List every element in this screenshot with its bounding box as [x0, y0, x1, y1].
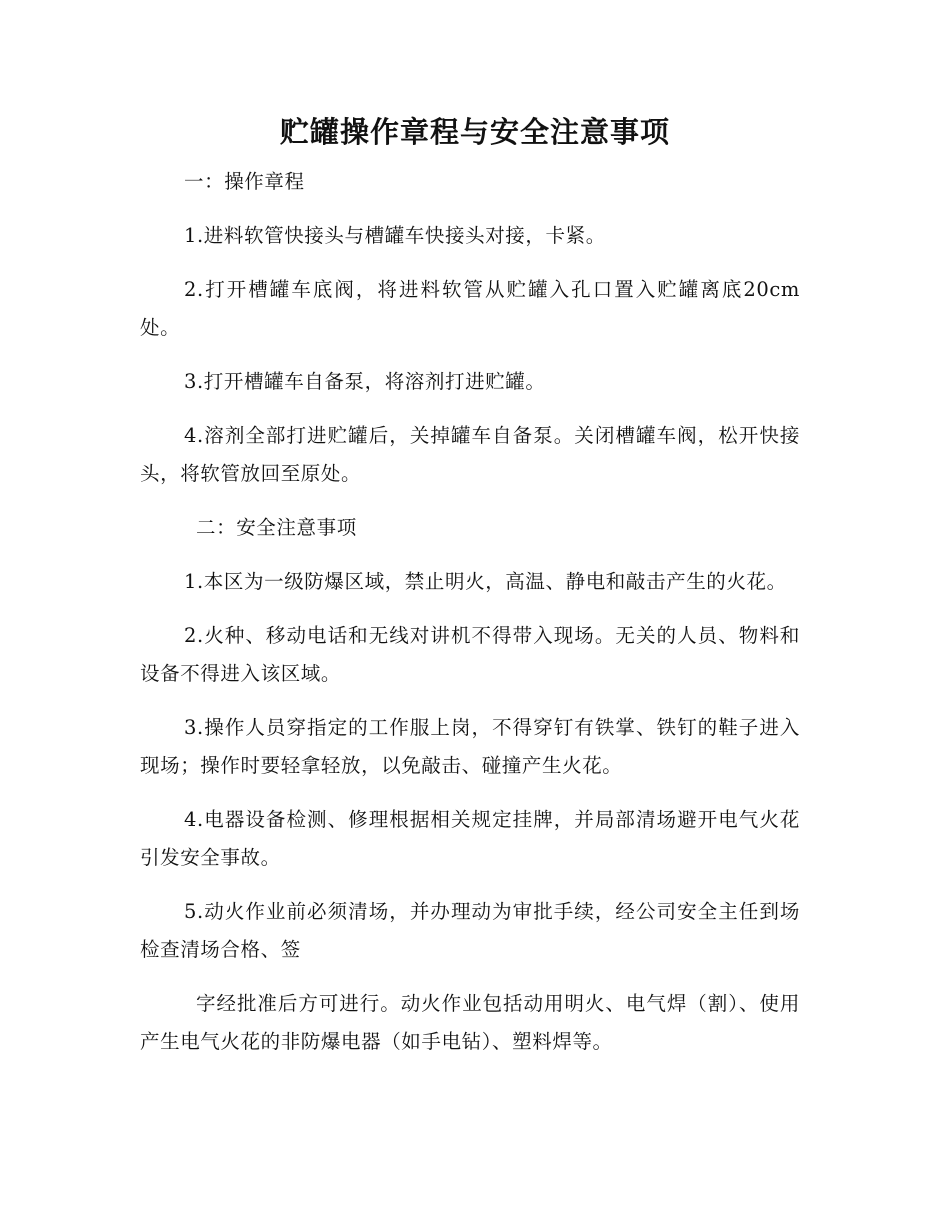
operation-step-4: 4.溶剂全部打进贮罐后，关掉罐车自备泵。关闭槽罐车阀，松开快接头，将软管放回至原处。: [140, 424, 800, 485]
operation-step-2: 2.打开槽罐车底阀，将进料软管从贮罐入孔口置入贮罐离底20cm处。: [140, 278, 800, 339]
safety-item-1: 1.本区为一级防爆区域，禁止明火，高温、静电和敲击产生的火花。: [184, 570, 787, 593]
document-body: [140, 163, 800, 1077]
safety-item-5-continued: 字经批准后方可进行。动火作业包括动用明火、电气焊（割）、使用产生电气火花的非防爆电器（如手电钻）、塑料焊等。: [140, 992, 800, 1053]
section-heading-operation: 一：操作章程: [184, 170, 305, 193]
safety-item-3: 3.操作人员穿指定的工作服上岗，不得穿钉有铁掌、铁钉的鞋子进入现场；操作时要轻拿轻放，以免敲击、碰撞产生火花。: [140, 716, 800, 777]
safety-item-2: 2.火种、移动电话和无线对讲机不得带入现场。无关的人员、物料和设备不得进入该区域。: [140, 624, 800, 685]
safety-item-4: 4.电器设备检测、修理根据相关规定挂牌，并局部清场避开电气火花引发安全事故。: [140, 808, 800, 869]
section-heading-safety: 二：安全注意事项: [196, 516, 357, 539]
operation-step-3: 3.打开槽罐车自备泵，将溶剂打进贮罐。: [184, 370, 546, 393]
document-title: 贮罐操作章程与安全注意事项: [279, 115, 670, 149]
operation-step-1: 1.进料软管快接头与槽罐车快接头对接，卡紧。: [184, 224, 606, 247]
safety-item-5: 5.动火作业前必须清场，并办理动为审批手续，经公司安全主任到场检查清场合格、签: [140, 900, 800, 961]
